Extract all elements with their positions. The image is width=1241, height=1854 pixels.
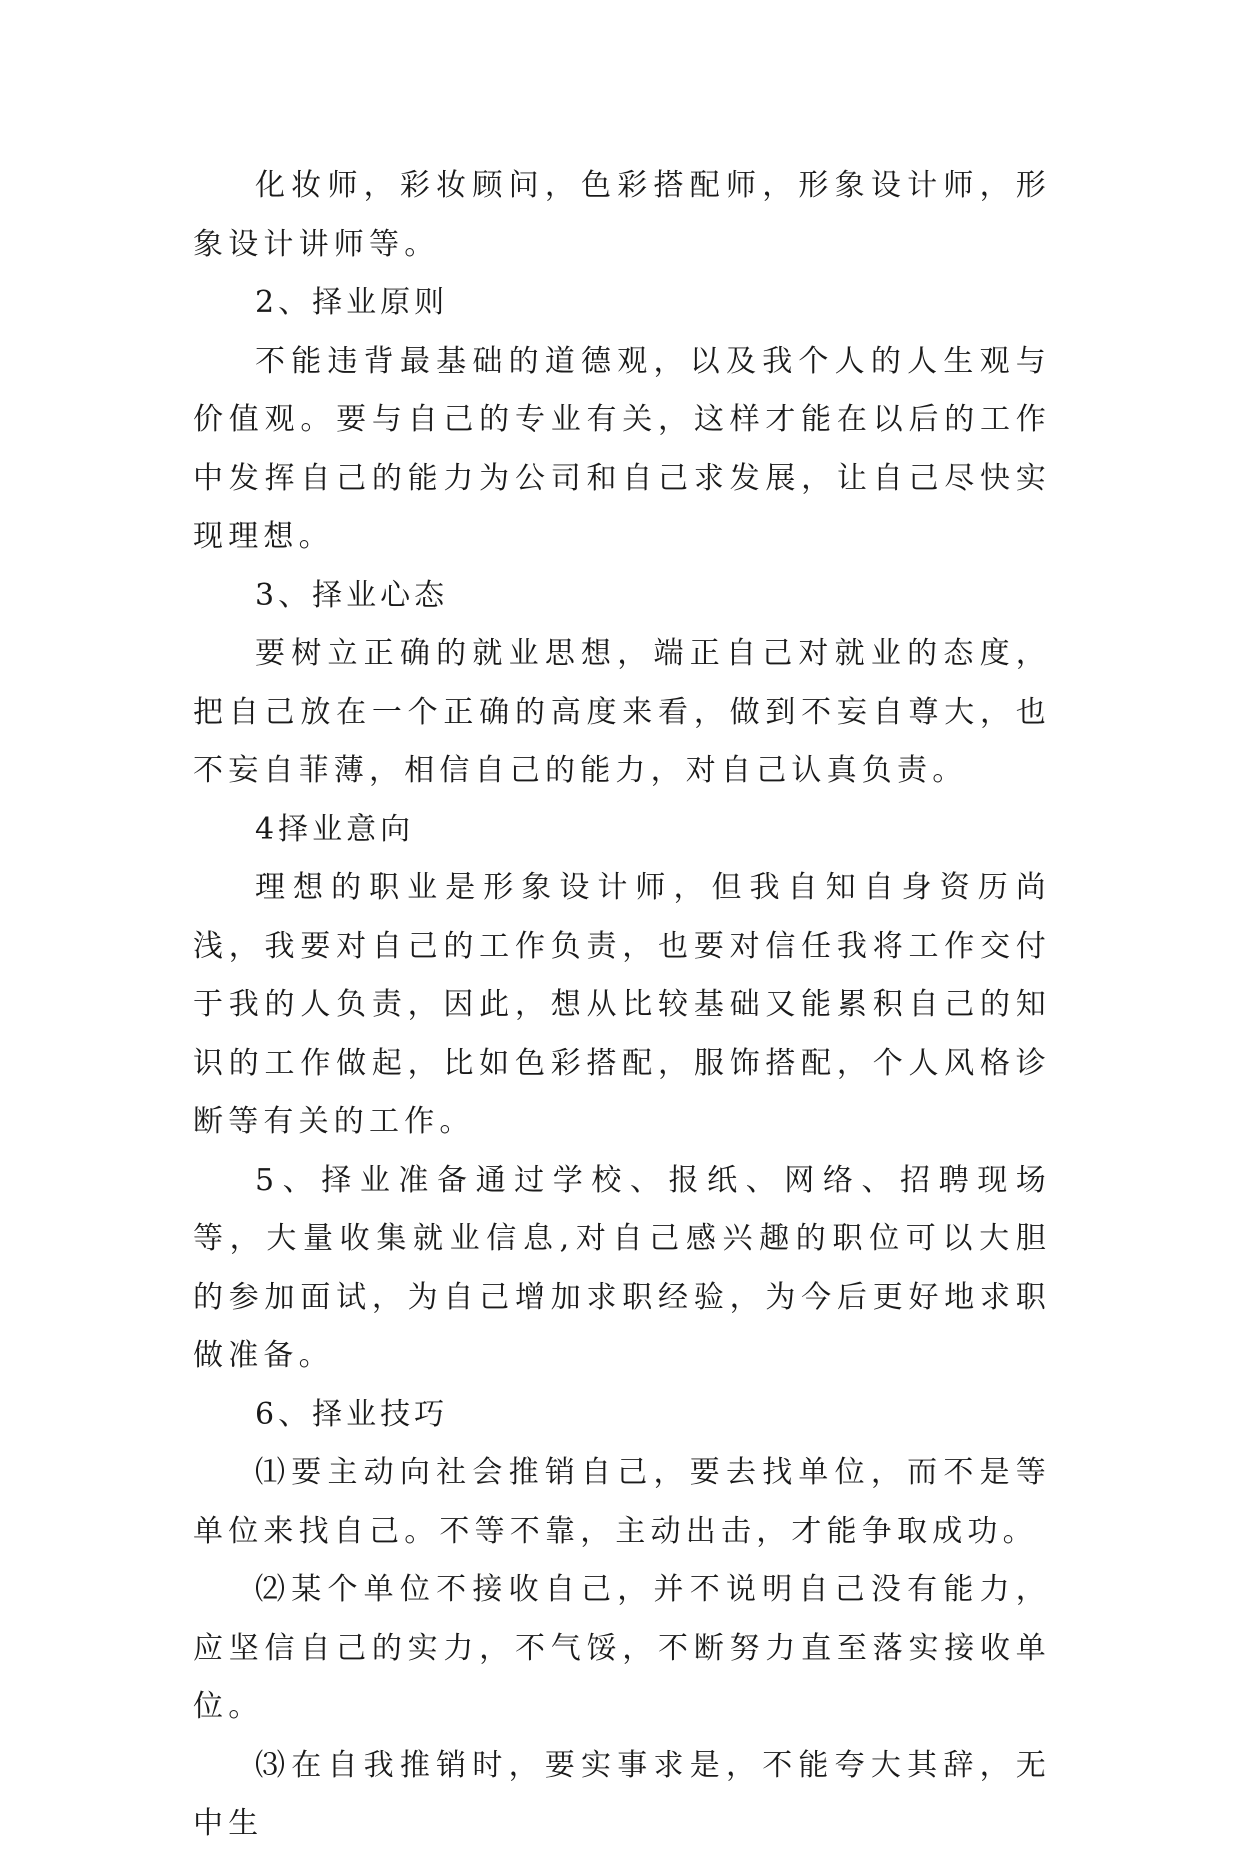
paragraph-skill-3: ⑶在自我推销时，要实事求是，不能夸大其辞，无中生 <box>193 1747 1051 1841</box>
paragraph-career-options: 化妆师，彩妆顾问，色彩搭配师，形象设计师，形象设计讲师等。 <box>193 168 1051 262</box>
paragraph-career-principles: 不能违背最基础的道德观，以及我个人的人生观与价值观。要与自己的专业有关，这样才能在以后的工作中发挥自己的能力为公司和自己求发展，让自己尽快实现理想。 <box>193 343 1051 554</box>
heading-career-intention: 4择业意向 <box>255 811 415 847</box>
heading-career-principles: 2、择业原则 <box>255 285 449 320</box>
paragraph-skill-2: ⑵某个单位不接收自己，并不说明自己没有能力，应坚信自己的实力，不气馁，不断努力直至落实接收单位。 <box>193 1572 1051 1724</box>
paragraph-skill-1: ⑴要主动向社会推销自己，要去找单位，而不是等单位来找自己。不等不靠，主动出击，才能争取成功。 <box>193 1455 1051 1549</box>
paragraph-career-mindset: 要树立正确的就业思想，端正自己对就业的态度，把自己放在一个正确的高度来看，做到不妄自尊大，也不妄自菲薄，相信自己的能力，对自己认真负责。 <box>193 636 1051 788</box>
paragraph-career-intention: 理想的职业是形象设计师，但我自知自身资历尚浅，我要对自己的工作负责，也要对信任我将工作交付于我的人负责，因此，想从比较基础又能累积自己的知识的工作做起，比如色彩搭配，服饰搭配，个人风格诊断等有关的工作。 <box>193 870 1051 1139</box>
paragraph-career-preparation: 5、择业准备通过学校、报纸、网络、招聘现场等，大量收集就业信息,对自己感兴趣的职位可以大胆的参加面试，为自己增加求职经验，为今后更好地求职做准备。 <box>193 1162 1051 1373</box>
heading-career-mindset: 3、择业心态 <box>255 577 449 613</box>
heading-career-skills: 6、择业技巧 <box>255 1396 449 1432</box>
document-page <box>193 157 1051 1854</box>
